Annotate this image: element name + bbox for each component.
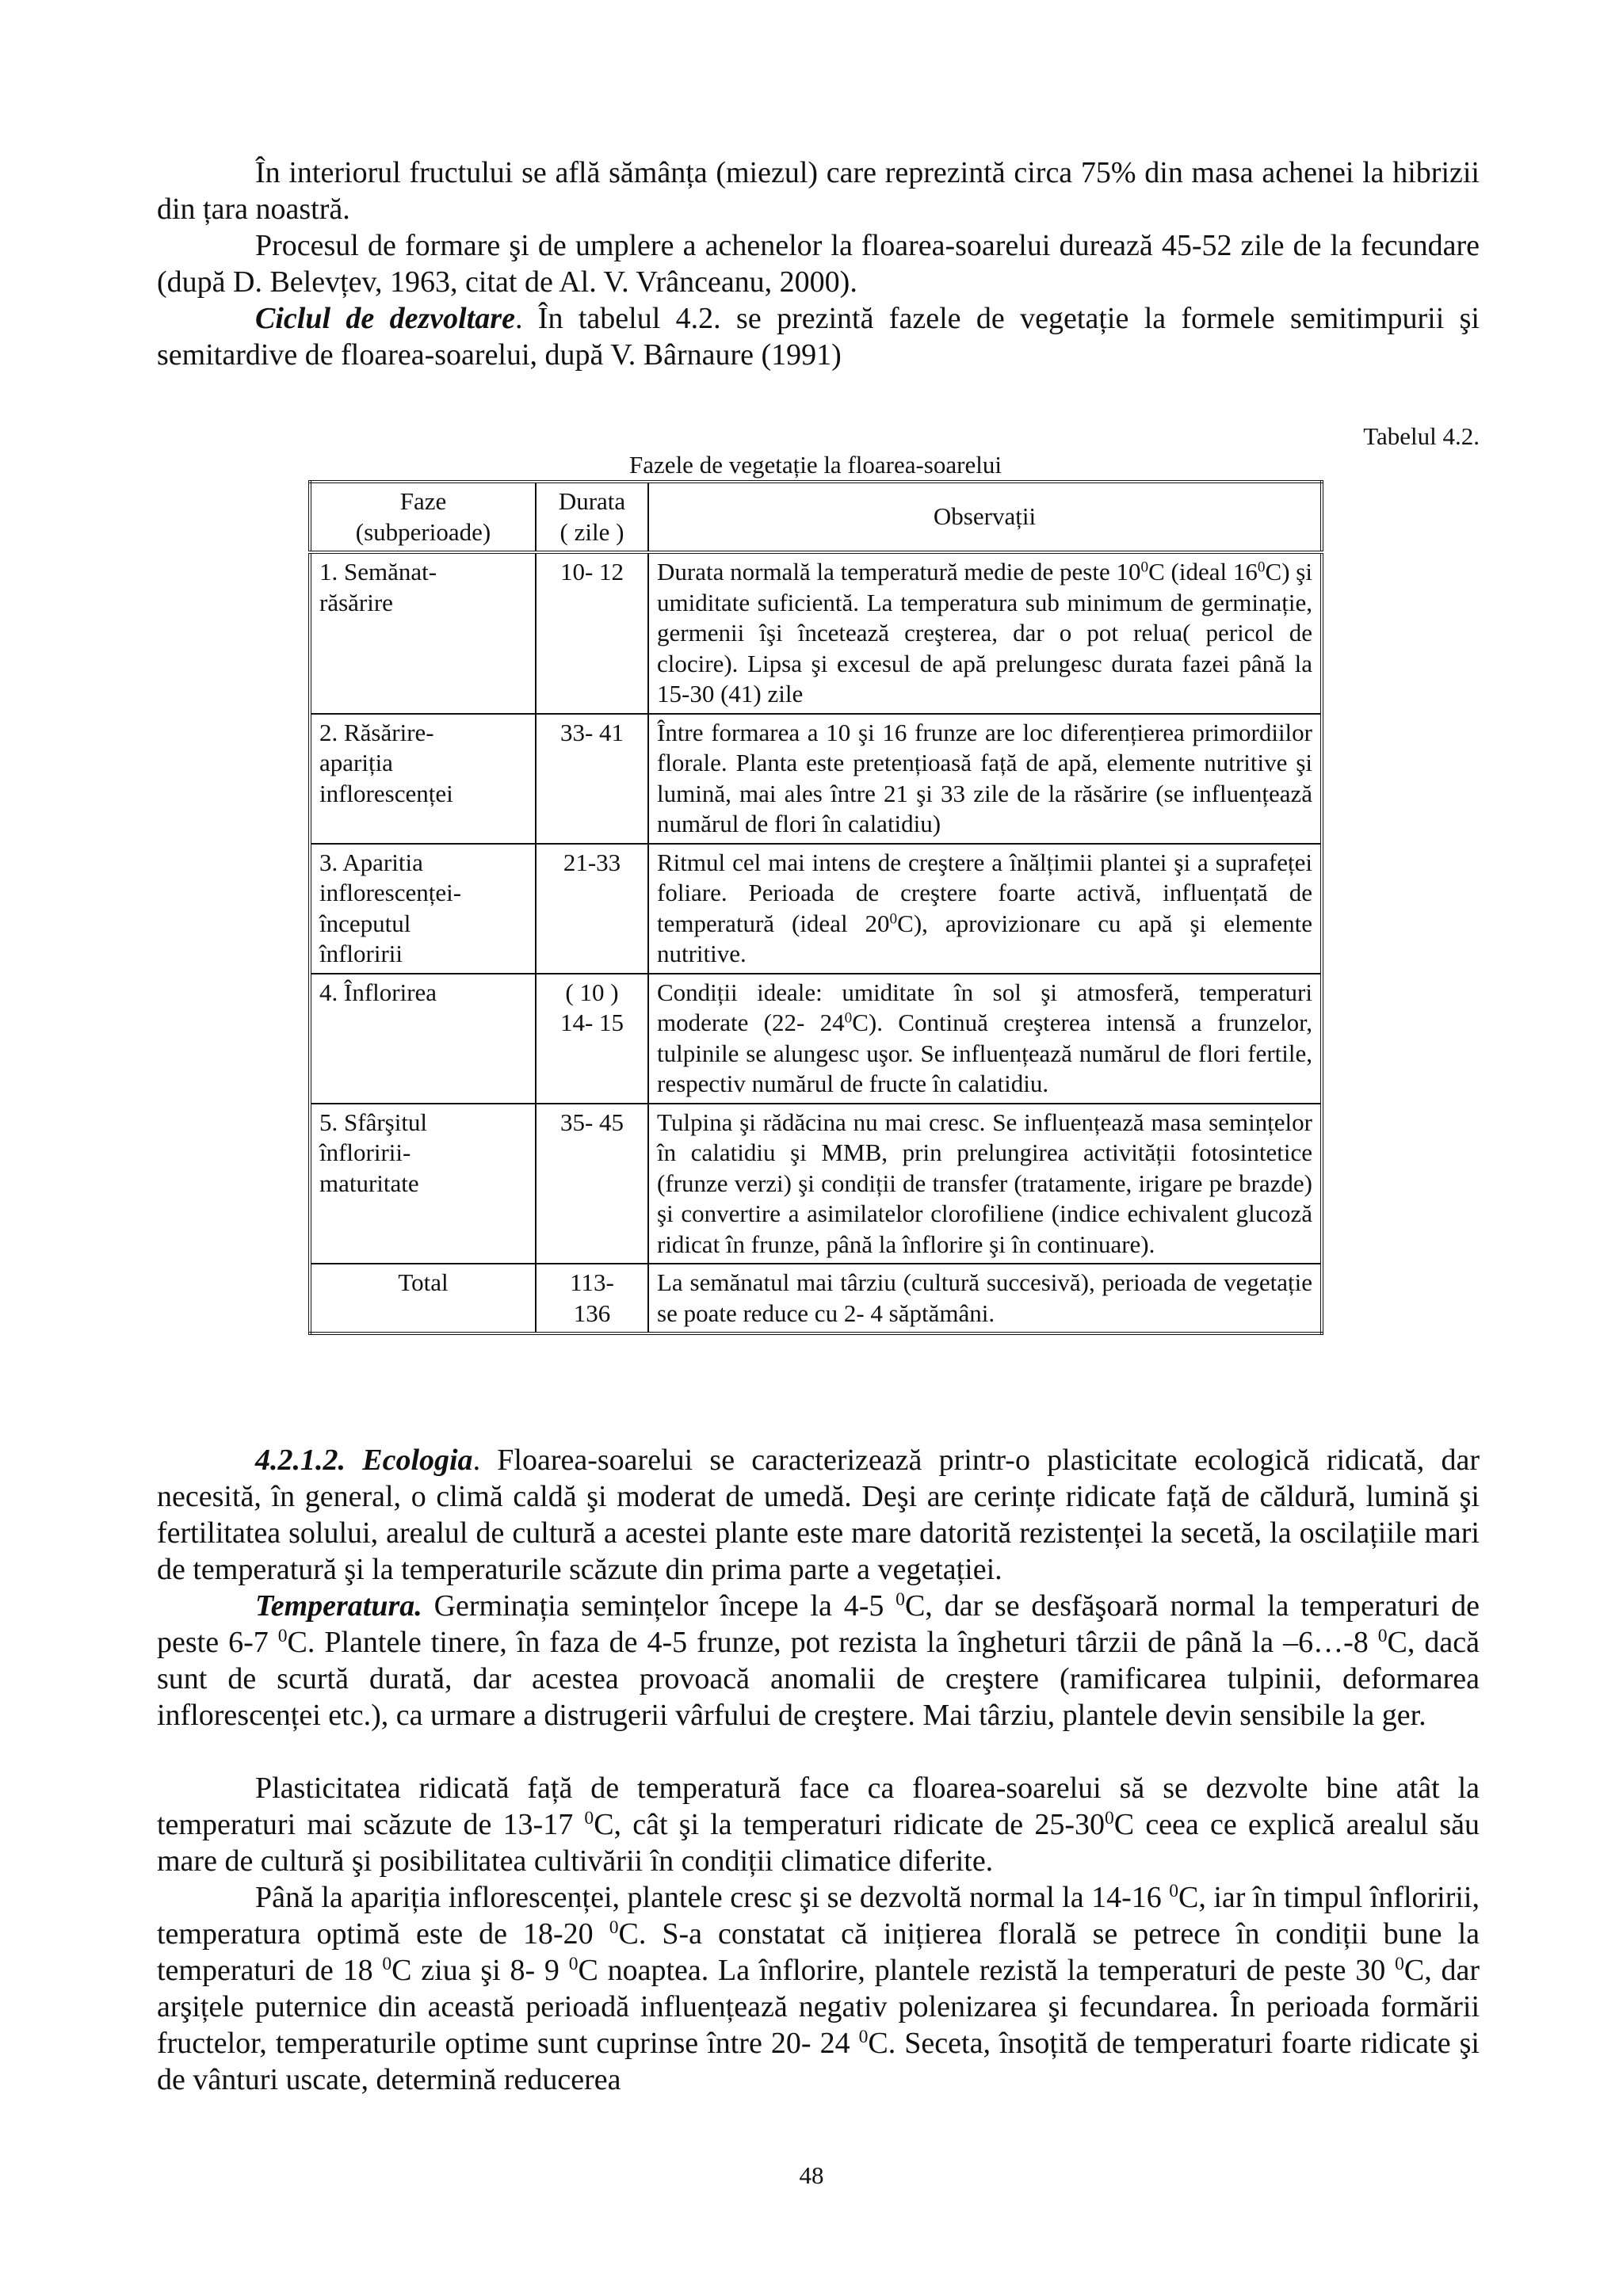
table-row (310, 844, 1322, 974)
paragraph-text: Plasticitatea ridicată față de temperatură face ca floarea-soarelui să se dezvolte bine atât la temperaturi mai scăzute de 13-17 $^0$C, cât şi la temperaturi ridicate de $25-30^0C$ ceea ce explică arealul său mare de cultură şi posibilitatea cultivării în condiții climatice diferite. (157, 1772, 1480, 1878)
paragraph-text: . Floarea-soarelui se caracterizează printr-o plasticitate ecologică ridicată, dar necesită, în general, o climă caldă şi moderat de umedă. Deşi are cerințe ridicate față de căldură, lumină şi fertilitatea solului, arealul de cultură a acestei plante este mare datorită rezistenței la secetă, la oscilațiile mari de temperatură şi la temperaturile scăzute din prima parte a vegetației. (157, 1444, 1480, 1586)
header-observatii: Observații (648, 482, 1322, 552)
header-faze-line1: Faze (399, 487, 447, 515)
degree-superscript: 0 (1257, 559, 1266, 576)
phase-line: 1. Semănat- (319, 558, 437, 585)
degree-superscript: 0 (1105, 1808, 1114, 1829)
section-lead-temperature: Temperatura. (255, 1589, 422, 1623)
paragraph-text: Până la apariția inflorescenței, plantele cresc şi se dezvoltă normal la 14-16 $^0$C, iar în timpul înfloririi, temperatura optimă este de 18-20 $^0$C. S-a constatat că inițierea florală se petrece în condiții bune la temperaturi de 18 $^0$C ziua şi 8- 9 $^0$C noaptea. La înflorire, plantele rezistă la temperaturi de peste 30 $^0$C, dar arşițele puternice din această perioadă influențează negativ polenizarea şi fecundarea. În perioada formării fructelor, temperaturile optime sunt cuprinse între 20- 24 $^0$C. Seceta, însoțită de temperaturi foarte ridicate şi de vânturi uscate, determină reducerea (157, 1881, 1480, 2096)
section-lead-development-cycle: Ciclul de dezvoltare (255, 302, 515, 335)
vegetation-phases-table (308, 480, 1323, 1335)
duration-cell (536, 1104, 648, 1264)
phase-line: inflorescenței- (319, 879, 462, 906)
paragraph-text: În interiorul fructului se află sămânța (miezul) care reprezintă circa 75% din masa achenei la hibrizii din țara noastră. (157, 156, 1480, 226)
degree-superscript: 0 (1140, 559, 1149, 576)
duration-cell (536, 714, 648, 844)
observations-cell: Durata normală la temperatură medie de peste $10^0C$ (ideal $16^0C$) şi umiditate suficientă. La temperatura sub minimum de germinație, germenii îşi încetează creşterea, dar o pot relua( pericol de clocire). Lipsa şi excesul de apă prelungesc durata fazei până la 15-30 (41) zile (648, 552, 1322, 714)
header-durata-line1: Durata (558, 487, 626, 515)
degree-superscript: 0 (896, 1589, 905, 1611)
paragraph-flowering-temperature (157, 1879, 1480, 2098)
phase-cell (310, 1104, 536, 1264)
paragraph-temperature (157, 1588, 1480, 1733)
header-faze-line2: (subperioade) (355, 517, 491, 546)
phase-line: începutul (319, 909, 411, 937)
paragraph-text: Germinația semințelor începe la 4-5 $^0$C, dar se desfăşoară normal la temperaturi de peste 6-7 $^0$C. Plantele tinere, în faza de 4-5 frunze, pot rezista la îngheturi târzii de până la –6…-8 $^0$C, dacă sunt de scurtă durată, dar acestea provoacă anomalii de creştere (ramificarea tulpinii, deformarea inflorescenței etc.), ca urmare a distrugerii vârfului de creştere. Mai târziu, plantele devin sensibile la ger. (157, 1589, 1480, 1732)
phase-line: înfloririi (319, 940, 403, 967)
duration-line: 21-33 (563, 848, 621, 876)
page-number: 48 (799, 2161, 824, 2189)
observations-cell: Tulpina şi rădăcina nu mai cresc. Se influențează masa semințelor în calatidiu şi MMB, prin prelungirea activității fotosintetice (frunze verzi) şi condiții de transfer (tratamente, irigare pe brazde) şi convertire a asimilatelor clorofiliene (indice echivalent glucoză ridicat în frunze, până la înflorire şi în continuare). (648, 1104, 1322, 1264)
phase-cell (310, 552, 536, 714)
phase-line: 3. Aparitia (319, 848, 423, 876)
table-row (310, 714, 1322, 844)
degree-superscript: 0 (844, 1009, 853, 1027)
duration-cell (536, 974, 648, 1104)
phase-line: apariția (319, 749, 393, 776)
degree-superscript: 0 (1395, 1954, 1404, 1975)
degree-superscript: 0 (382, 1954, 392, 1975)
observations-cell: Între formarea a 10 şi 16 frunze are loc diferențierea primordiilor florale. Planta este pretențioasă față de apă, elemente nutritive şi lumină, mai ales între 21 şi 33 zile de la răsărire (se influențează numărul de flori în calatidiu) (648, 714, 1322, 844)
degree-superscript: 0 (568, 1954, 579, 1975)
duration-line: 14- 15 (559, 1009, 624, 1036)
duration-cell (536, 552, 648, 714)
table-row (310, 974, 1322, 1104)
paragraph-development-cycle (157, 300, 1480, 373)
duration-line: 35- 45 (559, 1108, 624, 1136)
paragraph-plasticity (157, 1770, 1480, 1879)
table-header-row (310, 482, 1322, 552)
phase-line: inflorescenței (319, 779, 453, 807)
duration-line: 136 (573, 1299, 611, 1327)
paragraph-ecology (157, 1442, 1480, 1588)
table-row (310, 1104, 1322, 1264)
phase-line: 2. Răsărire- (319, 718, 434, 746)
header-durata-line2: ( zile ) (559, 517, 624, 546)
phase-cell (310, 844, 536, 974)
degree-superscript: 0 (609, 1917, 619, 1939)
phase-cell (310, 714, 536, 844)
phase-line: 4. Înflorirea (319, 978, 437, 1006)
degree-superscript: 0 (858, 2027, 869, 2048)
observations-cell: Condiții ideale: umiditate în sol şi atmosferă, temperaturi moderate (22- $24^0C$). Continuă creşterea intensă a frunzelor, tulpinile se alungesc uşor. Se influențează numărul de flori fertile, respectiv numărul de fructe în calatidiu. (648, 974, 1322, 1104)
paragraph-text: Procesul de formare şi de umplere a achenelor la floarea-soarelui durează 45-52 zile de la fecundare (după D. Belevțev, 1963, citat de Al. V. Vrânceanu, 2000). (157, 229, 1480, 299)
observations-cell: Ritmul cel mai intens de creştere a înălțimii plantei şi a suprafeței foliare. Perioada de creştere foarte activă, influențată de temperatură (ideal $20^0C$), aprovizionare cu apă şi elemente nutritive. (648, 844, 1322, 974)
table-row (310, 552, 1322, 714)
duration-line: 10- 12 (559, 558, 624, 585)
paragraph-achene-formation (157, 227, 1480, 300)
duration-cell (536, 844, 648, 974)
duration-line: 33- 41 (559, 718, 624, 746)
phase-line: 5. Sfârşitul (319, 1108, 428, 1136)
phase-line: maturitate (319, 1169, 419, 1197)
section-heading-ecology: 4.2.1.2. Ecologia (255, 1444, 473, 1477)
phase-cell (310, 974, 536, 1104)
degree-superscript: 0 (584, 1808, 594, 1829)
duration-line: ( 10 ) (565, 978, 619, 1006)
degree-superscript: 0 (889, 910, 898, 927)
degree-superscript: 0 (277, 1626, 288, 1647)
header-faze (310, 482, 536, 552)
header-durata (536, 482, 648, 552)
total-label-cell: Total (310, 1264, 536, 1333)
phase-line: răsărire (319, 588, 393, 616)
degree-superscript: 0 (1169, 1881, 1179, 1902)
table-total-row (310, 1264, 1322, 1333)
paragraph-text: . În tabelul 4.2. se prezintă fazele de vegetație la formele semitimpurii şi semitardive de floarea-soarelui, după V. Bârnaure (1991) (157, 302, 1480, 372)
total-observations-cell: La semănatul mai târziu (cultură succesivă), perioada de vegetație se poate reduce cu 2- 4 săptămâni. (648, 1264, 1322, 1333)
table-body (310, 552, 1322, 1333)
table-label: Tabelul 4.2. (1363, 422, 1480, 450)
table-title: Fazele de vegetație la floarea-soarelui (629, 451, 1002, 479)
degree-superscript: 0 (1377, 1626, 1388, 1647)
duration-line: 113- (570, 1268, 614, 1296)
phase-line: înfloririi- (319, 1138, 411, 1166)
total-duration-cell (536, 1264, 648, 1333)
paragraph-fruit-seed (157, 154, 1480, 227)
